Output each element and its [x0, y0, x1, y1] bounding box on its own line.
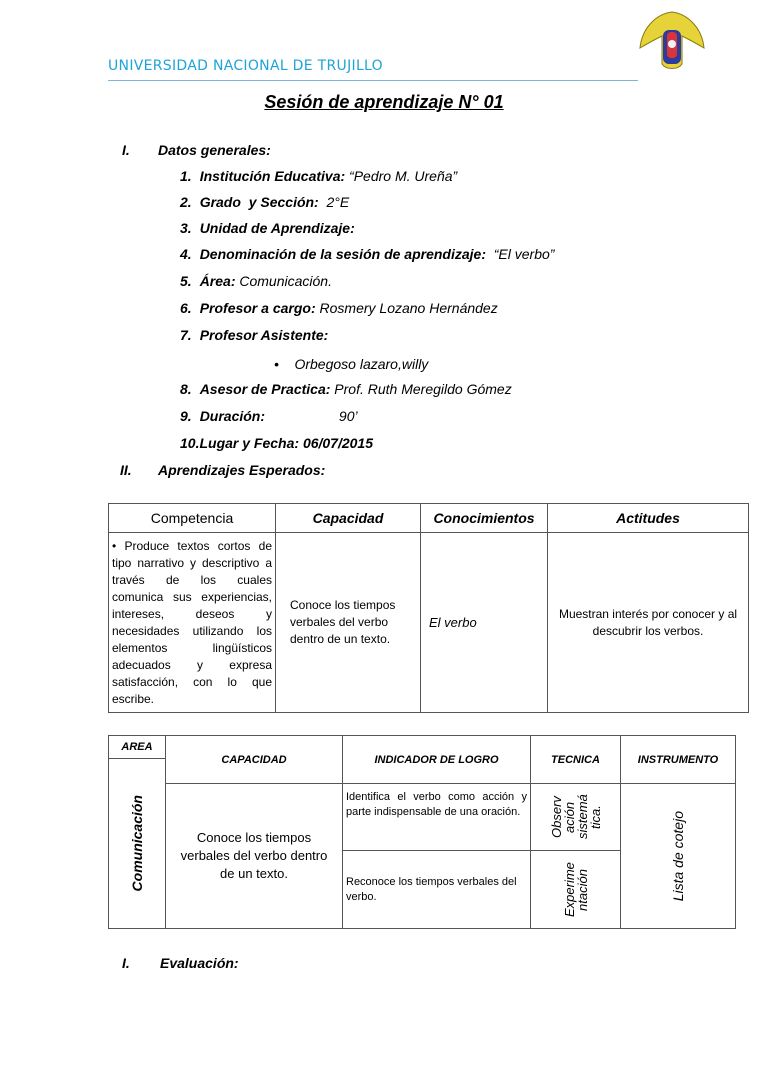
item-label: Profesor Asistente: — [199, 327, 329, 343]
item-number: 7. — [180, 327, 192, 343]
header-conocimientos: Conocimientos — [421, 504, 548, 533]
item-number: 9. — [180, 408, 192, 424]
evaluation-table — [108, 735, 736, 929]
item-value: “El verbo” — [485, 246, 555, 262]
assistant-bullet — [274, 356, 428, 372]
general-data-item — [180, 381, 512, 397]
header-instrumento: INSTRUMENTO — [621, 736, 736, 784]
header-capacidad: Capacidad — [276, 504, 421, 533]
item-number: 8. — [180, 381, 192, 397]
item-label: Lugar y Fecha: 06/07/2015 — [199, 435, 374, 451]
item-value: 2°E — [318, 194, 350, 210]
general-data-item — [180, 408, 358, 424]
item-number: 6. — [180, 300, 192, 316]
indicator-1: Identifica el verbo como acción y parte indispensable de una oración. — [343, 784, 531, 851]
bullet-icon: • — [274, 356, 295, 372]
general-data-item — [180, 246, 554, 262]
conocimientos-cell: El verbo — [421, 533, 548, 713]
item-number: 1. — [180, 168, 192, 184]
capacidad-cell: Conoce los tiempos verbales del verbo dentro de un texto. — [166, 784, 343, 929]
general-data-item — [180, 168, 457, 184]
university-name: UNIVERSIDAD NACIONAL DE TRUJILLO — [108, 58, 383, 74]
header-competencia: Competencia — [109, 504, 276, 533]
item-label: Denominación de la sesión de aprendizaje: — [199, 246, 486, 262]
tecnica-1: Observ ación sistemá tica. — [548, 794, 603, 840]
item-label: Duración: — [199, 408, 266, 424]
item-label: Asesor de Practica: — [199, 381, 331, 397]
item-label: Profesor a cargo: — [199, 300, 316, 316]
item-label: Unidad de Aprendizaje: — [199, 220, 355, 236]
instrumento-cell: Lista de cotejo — [670, 810, 686, 902]
item-label: Grado y Sección: — [199, 194, 319, 210]
indicator-2: Reconoce los tiempos verbales del verbo. — [343, 851, 531, 929]
header-capacidad: CAPACIDAD — [166, 736, 343, 784]
expected-learning-table — [108, 503, 749, 713]
actitudes-cell: Muestran interés por conocer y al descubrir los verbos. — [548, 533, 749, 713]
header-divider — [108, 80, 638, 81]
item-number: 4. — [180, 246, 192, 262]
section-1-number: I. — [122, 142, 130, 158]
section-3-heading: Evaluación: — [160, 955, 239, 971]
assistant-name: Orbegoso lazaro,willy — [294, 356, 429, 372]
area-cell: Comunicación — [129, 795, 145, 892]
item-value: Comunicación. — [235, 273, 332, 289]
header-indicador: INDICADOR DE LOGRO — [343, 736, 531, 784]
capacidad-cell: Conoce los tiempos verbales del verbo dentro de un texto. — [276, 533, 421, 713]
item-number: 5. — [180, 273, 192, 289]
header-actitudes: Actitudes — [548, 504, 749, 533]
item-value: Prof. Ruth Meregildo Gómez — [330, 381, 512, 397]
item-value: Rosmery Lozano Hernández — [315, 300, 498, 316]
item-value: 90’ — [265, 408, 358, 424]
general-data-item — [180, 194, 349, 210]
item-number: 3. — [180, 220, 192, 236]
tecnica-2: Experime ntación — [561, 862, 590, 917]
item-value: “Pedro M. Ureña” — [345, 168, 458, 184]
page-title: Sesión de aprendizaje N° 01 — [264, 92, 504, 112]
university-crest-logo — [636, 8, 708, 74]
general-data-item — [180, 327, 328, 343]
item-number: 2. — [180, 194, 192, 210]
item-number: 10. — [180, 435, 200, 451]
item-label: Institución Educativa: — [199, 168, 346, 184]
section-3-number: I. — [122, 955, 130, 971]
header-tecnica: TECNICA — [531, 736, 621, 784]
section-2-number: II. — [120, 462, 132, 478]
competencia-cell: • Produce textos cortos de tipo narrativo y descriptivo a través de los cuales comunica sus experiencias, intereses, deseos y necesidades utilizando los elementos lingüísticos adecuados y expresa satisfacción, con lo que escribe. — [109, 533, 276, 713]
general-data-item — [180, 273, 332, 289]
general-data-item — [180, 220, 355, 236]
header-area: AREA — [109, 736, 166, 759]
item-label: Área: — [199, 273, 236, 289]
section-2-heading: Aprendizajes Esperados: — [158, 462, 326, 478]
general-data-item — [180, 300, 498, 316]
section-1-heading: Datos generales: — [158, 142, 271, 158]
general-data-item — [180, 435, 373, 451]
